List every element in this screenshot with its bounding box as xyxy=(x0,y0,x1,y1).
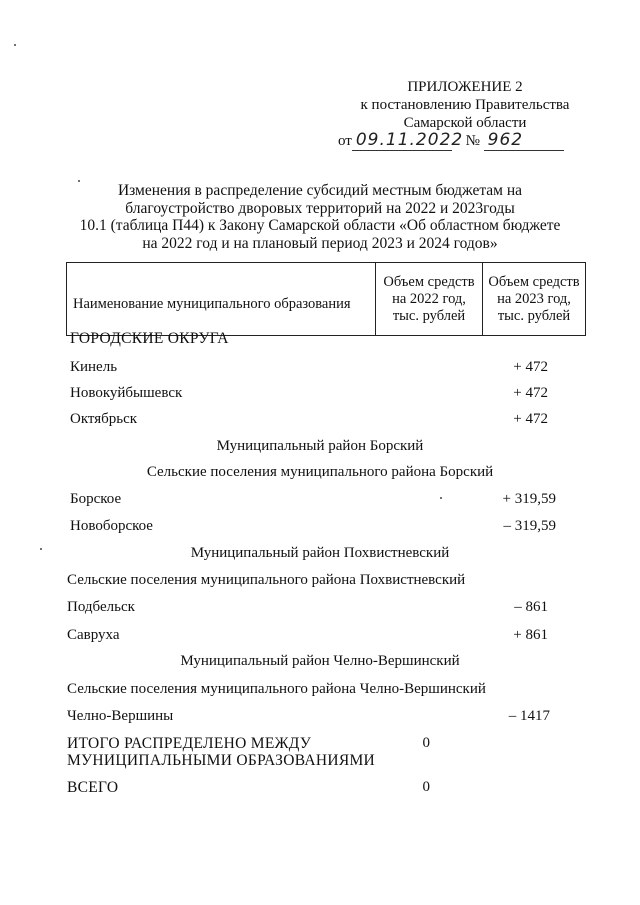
number-prefix: № xyxy=(465,133,480,149)
row-name-podbelsk: Подбельск xyxy=(67,599,135,615)
row-value-savrukha: + 861 xyxy=(513,627,548,643)
row-value-oktyabrsk: + 472 xyxy=(513,411,548,427)
table-header xyxy=(66,262,586,336)
total-distributed-value: 0 xyxy=(422,735,430,751)
row-name-kinel: Кинель xyxy=(70,359,118,375)
header-line: тыс. рублей xyxy=(497,307,571,324)
district-heading-chelno: Муниципальный район Челно-Вершинский xyxy=(180,653,460,669)
title-line: Изменения в распределение субсидий местным бюджетам на xyxy=(117,182,523,199)
row-value-novokuibyshevsk: + 472 xyxy=(513,385,548,401)
row-name-chelno-vershiny: Челно-Вершины xyxy=(67,708,174,724)
row-value-chelno-vershiny: – 1417 xyxy=(508,708,550,724)
title-line: на 2022 год и на плановый период 2023 и 2024 годов» xyxy=(142,234,498,252)
appendix-block xyxy=(330,78,600,132)
title-line: благоустройство дворовых территорий на 2022 и 2023годы xyxy=(125,199,515,217)
row-value-novoborskoe: – 319,59 xyxy=(503,518,556,534)
column-header-2023 xyxy=(483,263,586,336)
total-label-line: МУНИЦИПАЛЬНЫМИ ОБРАЗОВАНИЯМИ xyxy=(67,752,376,769)
scan-mark xyxy=(14,44,16,46)
row-value-kinel: + 472 xyxy=(513,359,548,375)
total-distributed-label xyxy=(67,735,375,769)
row-name-savrukha: Савруха xyxy=(67,627,120,643)
order-date-number xyxy=(338,130,564,151)
handwritten-date: 09.11.2022 xyxy=(352,130,452,151)
total-label-line: ИТОГО РАСПРЕДЕЛЕНО МЕЖДУ xyxy=(67,735,312,752)
grand-total-value: 0 xyxy=(422,779,430,795)
appendix-title: ПРИЛОЖЕНИЕ 2 xyxy=(407,79,523,95)
appendix-line: Самарской области xyxy=(403,115,527,131)
header-line: Объем средств xyxy=(383,273,475,290)
rural-heading-borsky: Сельские поселения муниципального района Борский xyxy=(146,464,494,480)
row-name-borskoe: Борское xyxy=(70,491,122,507)
document-title xyxy=(70,182,570,252)
rural-heading-chelno: Сельские поселения муниципального района Челно-Вершинский xyxy=(67,681,486,697)
district-heading-pokhvistnevsky: Муниципальный район Похвистневский xyxy=(190,545,450,561)
header-line: на 2022 год, xyxy=(392,290,466,307)
appendix-line: к постановлению Правительства xyxy=(360,97,570,113)
grand-total-label: ВСЕГО xyxy=(67,779,119,796)
header-line: на 2023 год, xyxy=(497,290,571,307)
header-line: тыс. рублей xyxy=(392,307,466,324)
date-prefix: от xyxy=(338,133,352,149)
row-name-oktyabrsk: Октябрьск xyxy=(70,411,138,427)
district-heading-borsky: Муниципальный район Борский xyxy=(216,438,424,454)
column-header-2022 xyxy=(376,263,483,336)
rural-heading-pokhvistnevsky: Сельские поселения муниципального района Похвистневский xyxy=(67,572,466,588)
column-header-name: Наименование муниципального образования xyxy=(67,263,376,336)
scan-mark xyxy=(440,497,442,499)
title-line: 10.1 (таблица П44) к Закону Самарской области «Об областном бюджете xyxy=(79,217,561,234)
header-line: Объем средств xyxy=(488,273,580,290)
row-name-novoborskoe: Новоборское xyxy=(70,518,153,534)
row-value-borskoe: + 319,59 xyxy=(502,491,556,507)
handwritten-number: 962 xyxy=(484,130,564,151)
row-value-podbelsk: – 861 xyxy=(514,599,548,615)
row-name-novokuibyshevsk: Новокуйбышевск xyxy=(70,385,183,401)
section-heading-urban: ГОРОДСКИЕ ОКРУГА xyxy=(70,330,229,347)
